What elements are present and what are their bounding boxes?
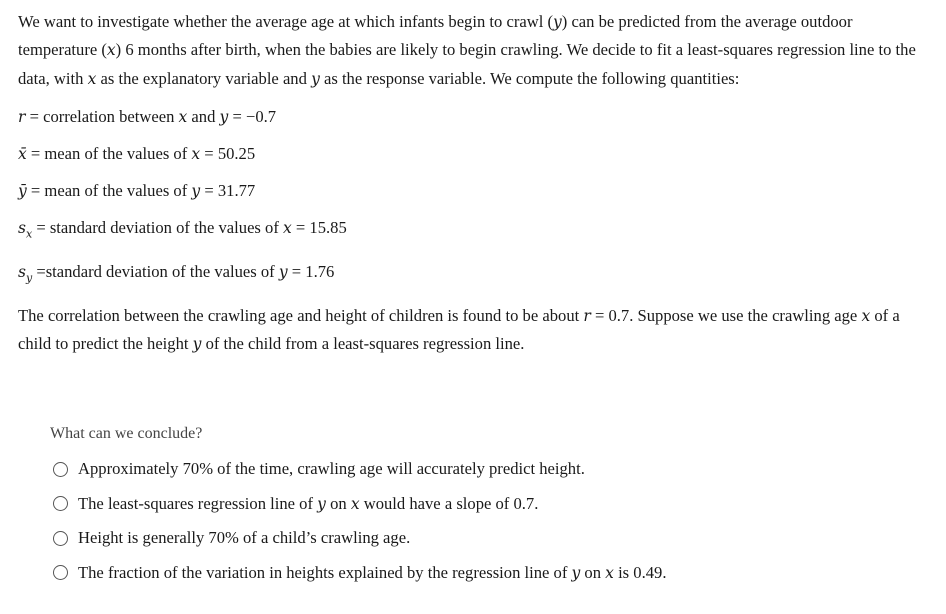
radio-button-icon[interactable] [53,565,68,580]
question-prompt: What can we conclude? [50,425,203,442]
var-y: y [317,494,326,513]
def-equals: = [200,144,218,164]
scenario-text-3: of a child to predict the height [18,305,900,354]
scenario-text-2: = 0.7. Suppose we use the crawling age [590,305,862,325]
option-label [78,494,538,514]
answer-option-1[interactable] [53,452,666,487]
scenario-text-1: The correlation between the crawling age and height of children is found to be about [18,305,584,325]
answer-option-4[interactable] [53,556,666,591]
option-label [78,563,666,583]
definition-sx [18,217,934,245]
option-text: The least-squares regression line of [78,493,318,513]
def-text: = mean of the values of [26,181,192,201]
var-x: x [861,306,871,325]
def-equals: = [200,181,218,201]
intro-text-3: ) 6 months after birth, when the babies are likely to begin crawling. We decide to fit a least-squares regression line to the data, with [18,40,916,88]
def-value: 31.77 [217,181,256,201]
def-text: = correlation between [25,107,179,127]
definition-r [18,106,934,128]
intro-text-2: ) can be predicted from the average outdoor temperature ( [18,12,853,60]
var-y: y [219,108,229,127]
radio-button-icon[interactable] [53,496,68,511]
option-text: The fraction of the variation in heights explained by the regression line of [78,562,572,582]
var-x: x [283,219,292,238]
option-text: on [580,562,606,582]
option-text: on [325,493,351,513]
var-x: x [191,145,201,164]
option-label: Approximately 70% of the time, crawling age will accurately predict height. [78,459,585,479]
intro-text-1: We want to investigate whether the average age at which infants begin to crawl ( [18,12,553,31]
var-x: x [605,563,614,582]
symbol-s: s [18,262,26,281]
option-text: would have a slope of 0.7. [359,493,539,513]
intro-text-4: as the explanatory variable and [96,68,312,88]
answer-option-3[interactable] [53,521,666,556]
def-text: =standard deviation of the values of [32,261,279,281]
def-value: 15.85 [309,218,347,238]
def-text: and [187,107,220,127]
scenario-paragraph [18,302,934,359]
var-y: y [191,182,201,201]
subscript-x: x [25,227,33,241]
answer-option-2[interactable] [53,487,666,522]
subscript-y: y [25,270,33,284]
definition-sy [18,261,934,289]
answer-options [53,452,666,590]
intro-text-5: as the response variable. We compute the following quantities: [319,68,740,88]
definition-y-mean [18,180,934,202]
scenario-text-4: of the child from a least-squares regression line. [201,334,525,354]
var-y: y [192,335,202,354]
symbol-r: r [18,108,26,127]
def-text: = mean of the values of [26,144,192,164]
var-x: x [87,69,97,88]
def-equals: = [287,261,306,281]
def-value: 1.76 [305,261,335,281]
def-text: = standard deviation of the values of [32,218,284,238]
var-y: y [278,262,288,281]
symbol-x-bar: x̄ [18,145,27,164]
var-y: y [311,69,320,88]
def-value: 50.25 [217,144,256,164]
radio-button-icon[interactable] [53,462,68,477]
option-text: is 0.49. [613,562,667,582]
var-x: x [106,41,116,60]
def-equals: = [228,107,246,127]
definition-x-mean [18,143,934,165]
problem-content [18,8,934,359]
intro-paragraph [18,8,934,93]
var-x: x [350,494,360,513]
symbol-y-bar: ȳ [18,182,27,201]
var-x: x [178,108,188,127]
symbol-r: r [583,306,591,325]
var-y: y [553,13,562,31]
def-equals: = [291,218,310,238]
option-label: Height is generally 70% of a child’s crawling age. [78,528,411,548]
def-value: −0.7 [245,107,277,127]
radio-button-icon[interactable] [53,531,68,546]
var-y: y [571,563,581,582]
symbol-s: s [18,219,26,238]
